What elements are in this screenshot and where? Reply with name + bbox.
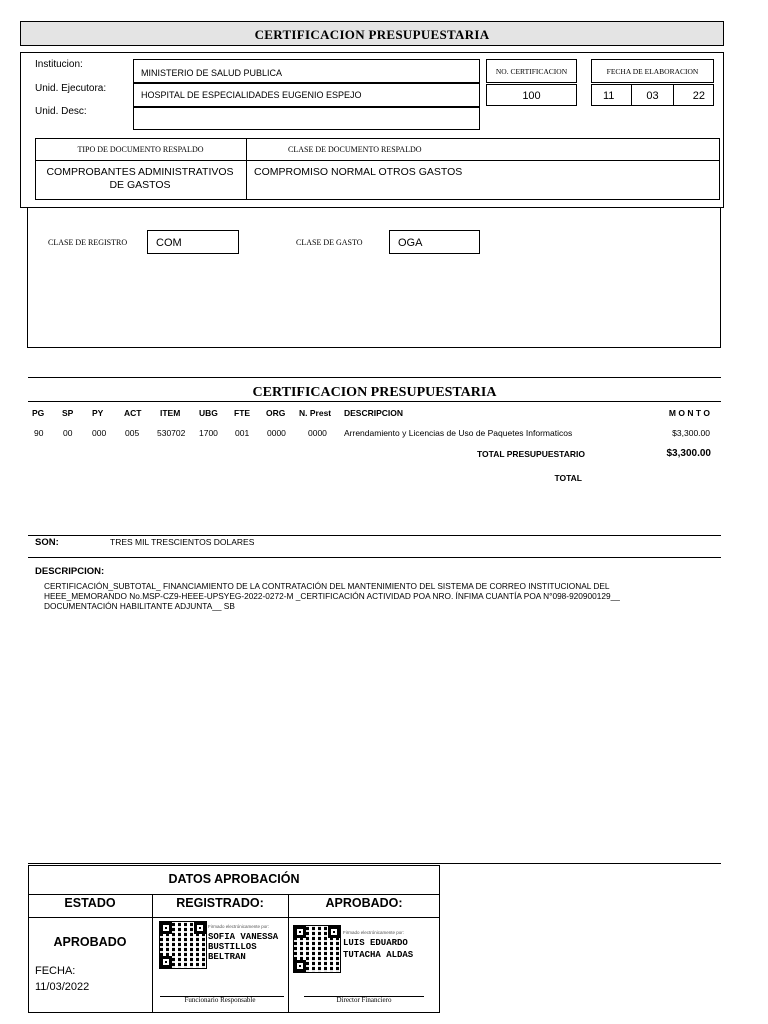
son-top-rule: [28, 535, 721, 536]
son-bottom-rule: [28, 557, 721, 558]
aprobacion-top-rule: [28, 863, 721, 864]
no-certificacion-field: [486, 84, 577, 106]
col-header-py: PY: [92, 408, 104, 418]
firma-registrado-caption: Firmado electrónicamente por:: [208, 924, 270, 929]
unid-desc-label: Unid. Desc:: [35, 106, 87, 117]
clase-gasto-field: [389, 230, 480, 254]
estado-header: ESTADO: [64, 896, 116, 910]
aprobado-name-2: TUTACHA ALDAS: [343, 950, 414, 960]
detail-title: CERTIFICACION PRESUPUESTARIA: [252, 385, 497, 400]
col-header-nprest: N. Prest: [299, 408, 332, 418]
fecha-anio-value: 22: [692, 90, 705, 102]
cell-item: 530702: [157, 428, 186, 438]
col-header-item: ITEM: [160, 408, 181, 418]
aprobacion-header-rule: [28, 917, 440, 918]
clase-gasto-label: CLASE DE GASTO: [296, 238, 363, 247]
fecha-elaboracion-header: [591, 59, 714, 83]
aprobado-name-1: LUIS EDUARDO: [343, 938, 408, 948]
aprobado-header: APROBADO:: [325, 896, 403, 910]
clase-registro-label: CLASE DE REGISTRO: [48, 238, 128, 247]
registrado-name-1: SOFIA VANESSA: [208, 932, 279, 942]
descripcion-label: DESCRIPCION:: [35, 566, 105, 577]
clase-documento-value: COMPROMISO NORMAL OTROS GASTOS: [254, 166, 463, 178]
fecha-dia: [591, 84, 632, 106]
registrado-name-2: BUSTILLOS: [208, 942, 257, 952]
descripcion-line-3: DOCUMENTACIÓN HABILITANTE ADJUNTA__ SB: [44, 601, 235, 611]
col-header-monto: M O N T O: [668, 408, 710, 418]
cell-sp: 00: [63, 428, 73, 438]
fecha-aprobacion-label: FECHA:: [35, 965, 76, 977]
registrado-header: REGISTRADO:: [176, 896, 264, 910]
detail-top-rule: [28, 377, 721, 378]
cell-ubg: 1700: [199, 428, 218, 438]
institucion-value: MINISTERIO DE SALUD PUBLICA: [141, 68, 283, 78]
estado-value: APROBADO: [53, 935, 127, 949]
cell-pg: 90: [34, 428, 44, 438]
col-header-descripcion: DESCRIPCION: [344, 408, 404, 418]
ejecutora-label: Unid. Ejecutora:: [35, 83, 107, 94]
aprobado-role: Director Financiero: [336, 996, 392, 1004]
no-certificacion-label: NO. CERTIFICACION: [495, 67, 568, 76]
descripcion-line-1: CERTIFICACIÓN_SUBTOTAL_ FINANCIAMIENTO DE LA CONTRATACIÓN DEL MANTENIMIENTO DEL SISTEMA DE CORREO INSTITUCIONAL DEL: [44, 581, 610, 591]
clase-registro-value: COM: [156, 237, 182, 249]
clase-documento-label: CLASE DE DOCUMENTO RESPALDO: [288, 145, 422, 154]
ejecutora-value: HOSPITAL DE ESPECIALIDADES EUGENIO ESPEJO: [141, 90, 362, 100]
col-header-sp: SP: [62, 408, 74, 418]
qr-code-aprobado-icon: [293, 925, 341, 973]
total-presupuestario-value: $3,300.00: [666, 448, 711, 459]
institucion-field: [133, 59, 480, 83]
col-header-act: ACT: [124, 408, 142, 418]
qr-code-registrado-icon: [159, 921, 207, 969]
total-presupuestario-label: TOTAL PRESUPUESTARIO: [477, 449, 585, 459]
page-title: CERTIFICACION PRESUPUESTARIA: [254, 27, 490, 42]
col-header-fte: FTE: [234, 408, 251, 418]
aprobacion-title: DATOS APROBACIÓN: [168, 872, 300, 886]
header-bar: [20, 21, 724, 46]
registro-panel: [27, 207, 721, 348]
fecha-dia-value: 11: [603, 90, 615, 102]
registrado-role: Funcionario Responsable: [184, 996, 256, 1004]
col-header-org: ORG: [266, 408, 286, 418]
cell-monto: $3,300.00: [672, 428, 710, 438]
fecha-elaboracion-label: FECHA DE ELABORACION: [606, 67, 699, 76]
tipo-documento-value: COMPROBANTES ADMINISTRATIVOS DE GASTOS: [46, 166, 234, 191]
col-header-ubg: UBG: [199, 408, 218, 418]
total-label: TOTAL: [554, 473, 582, 483]
cell-py: 000: [92, 428, 107, 438]
cell-org: 0000: [267, 428, 286, 438]
fecha-mes-value: 03: [646, 90, 659, 102]
unid-desc-field: [133, 107, 480, 130]
detail-title-rule: [28, 401, 721, 402]
aprobacion-title-rule: [28, 894, 440, 895]
fecha-anio: [673, 84, 714, 106]
ejecutora-field: [133, 83, 480, 107]
no-certificacion-value: 100: [522, 90, 541, 102]
clase-gasto-value: OGA: [398, 237, 423, 249]
clase-registro-field: [147, 230, 239, 254]
registrado-name-3: BELTRAN: [208, 952, 246, 962]
col-header-pg: PG: [32, 408, 45, 418]
cell-act: 005: [125, 428, 140, 438]
fecha-aprobacion-value: 11/03/2022: [35, 981, 90, 993]
institucion-label: Institucion:: [35, 59, 83, 70]
fecha-mes: [631, 84, 674, 106]
son-label: SON:: [35, 537, 59, 548]
descripcion-line-2: HEEE_MEMORANDO No.MSP-CZ9-HEEE-UPSYEG-2022-0272-M _CERTIFICACIÓN ACTIVIDAD POA NRO. ÍNFIMA CUANTÍA POA N°098-920900129__: [44, 591, 620, 601]
no-certificacion-header: [486, 59, 577, 83]
cell-nprest: 0000: [308, 428, 327, 438]
firma-aprobado-caption: Firmado electrónicamente por:: [343, 930, 405, 935]
son-value: TRES MIL TRESCIENTOS DOLARES: [110, 537, 255, 547]
cell-descripcion: Arrendamiento y Licencias de Uso de Paquetes Informaticos: [344, 428, 573, 438]
respaldo-header-divider: [35, 160, 720, 161]
tipo-documento-label: TIPO DE DOCUMENTO RESPALDO: [77, 145, 204, 154]
respaldo-col-divider: [246, 138, 247, 200]
cell-fte: 001: [235, 428, 250, 438]
